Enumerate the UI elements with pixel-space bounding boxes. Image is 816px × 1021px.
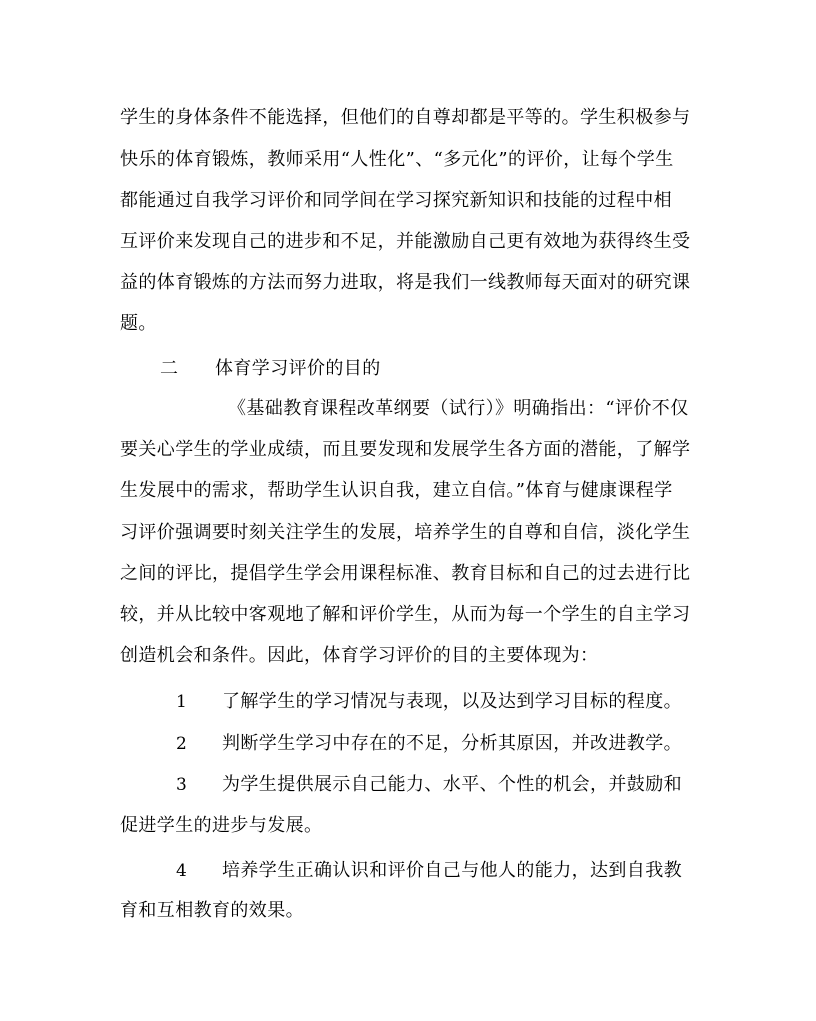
paragraph-line: 之间的评比，提倡学生学会用课程标准、教育目标和自己的过去进行比 [120,563,691,584]
paragraph-line: 都能通过自我学习评价和同学间在学习探究新知识和技能的过程中相 [120,190,672,211]
section-title: 体育学习评价的目的 [215,358,381,379]
paragraph-line: 习评价强调要时刻关注学生的发展，培养学生的自尊和自信，淡化学生 [120,522,691,543]
list-item-text: 为学生提供展示自己能力、水平、个性的机会，并鼓励和 [222,774,682,795]
list-item-text: 判断学生学习中存在的不足，分析其原因，并改进教学。 [222,733,682,754]
paragraph-line: 互评价来发现自己的进步和不足，并能激励自己更有效地为获得终生受 [120,231,691,252]
list-item-text: 培养学生正确认识和评价自己与他人的能力，达到自我教 [222,860,682,881]
section-number: 二 [160,358,179,379]
paragraph-line: 较，并从比较中客观地了解和评价学生，从而为每一个学生的自主学习 [120,604,691,625]
paragraph-line: 生发展中的需求，帮助学生认识自我，建立自信。”体育与健康课程学 [120,480,673,501]
list-item-text: 了解学生的学习情况与表现，以及达到学习目标的程度。 [222,691,682,712]
list-item-number: 4 [176,861,187,881]
list-item-text: 育和互相教育的效果。 [120,900,304,921]
list-item-number: 3 [176,775,187,795]
paragraph-line: 学生的身体条件不能选择，但他们的自尊却都是平等的。学生积极参与 [120,107,691,128]
paragraph-line: 益的体育锻炼的方法而努力进取，将是我们一线教师每天面对的研究课 [120,272,691,293]
paragraph-line: 创造机会和条件。因此，体育学习评价的目的主要体现为： [120,645,599,666]
list-item-number: 2 [176,734,187,754]
paragraph-line: 题。 [120,313,157,334]
paragraph-line: 快乐的体育锻炼，教师采用“人性化”、“多元化”的评价，让每个学生 [120,149,674,170]
list-item-text: 促进学生的进步与发展。 [120,815,323,836]
paragraph-line: 要关心学生的学业成绩，而且要发现和发展学生各方面的潜能，了解学 [120,439,691,460]
paragraph-line: 《基础教育课程改革纲要（试行）》明确指出：“评价不仅 [228,398,689,419]
list-item-number: 1 [176,692,187,712]
